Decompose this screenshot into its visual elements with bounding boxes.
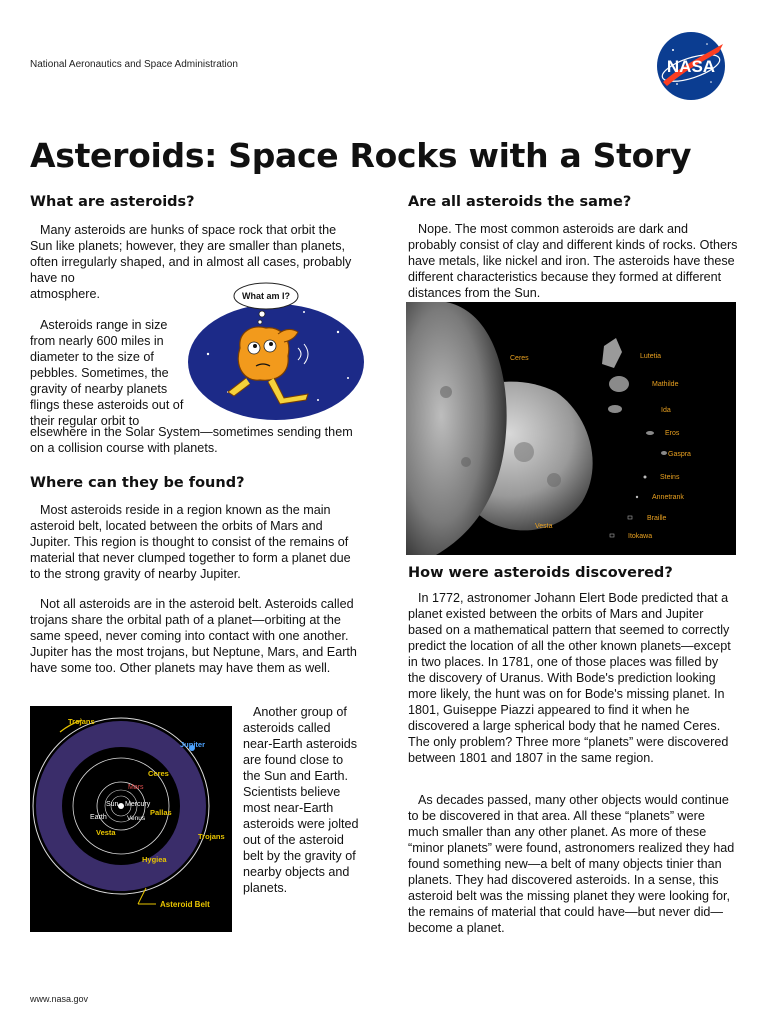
label-mercury: Mercury	[125, 801, 151, 808]
label-trojans-right: Trojans	[198, 832, 225, 841]
image-label-braille: Braille	[647, 515, 667, 522]
image-label-ceres: Ceres	[510, 355, 529, 362]
label-sun: Sun	[106, 801, 119, 808]
paragraph-where-1-text: Most asteroids reside in a region known as the main asteroid belt, located between the orbits of Mars and Jupiter. This region is thought to consist of the remains of material that never clumped together to form a planet due to the strong gravity of nearby Jupiter.	[30, 503, 351, 581]
heading-what-are-asteroids: What are asteroids?	[30, 194, 195, 210]
label-ceres: Ceres	[148, 769, 169, 778]
solar-system-orbit-diagram	[30, 706, 232, 932]
image-label-gaspra: Gaspra	[668, 451, 691, 458]
image-label-mathilde: Mathilde	[652, 381, 679, 388]
paragraph-what-1	[30, 222, 360, 286]
nasa-logo-text: NASA	[666, 57, 716, 76]
image-label-steins: Steins	[660, 474, 680, 481]
label-pallas: Pallas	[150, 808, 172, 817]
label-vesta: Vesta	[96, 828, 116, 837]
label-jupiter: Jupiter	[180, 740, 206, 749]
label-earth: Earth	[90, 814, 107, 821]
heading-all-same: Are all asteroids the same?	[408, 194, 632, 210]
footer-url[interactable]: www.nasa.gov	[30, 994, 89, 1004]
heading-where-found: Where can they be found?	[30, 475, 245, 491]
asteroid-comparison-image	[406, 302, 736, 555]
speech-bubble-text: What am I?	[241, 291, 291, 301]
nasa-logo	[655, 30, 727, 102]
paragraph-same	[408, 221, 738, 301]
label-asteroid-belt: Asteroid Belt	[160, 900, 210, 909]
paragraph-where-2	[30, 596, 360, 676]
cartoon-asteroid-illustration	[188, 282, 368, 422]
label-mars: Mars	[128, 784, 144, 791]
image-label-vesta: Vesta	[535, 523, 553, 530]
paragraph-what-1-text: Many asteroids are hunks of space rock that orbit the Sun like planets; however, they are smaller than planets, often irregularly shaped, and in almost all cases, probably have no	[30, 223, 352, 285]
paragraph-discovered-2-text: As decades passed, many other objects would continue to be discovered in that area. All these “planets” were much smaller than any other planet. As more of these “minor planets” were found, astronomers realized they had found something new—a belt of many objects tinier than planets. They had discovered asteroids. In a sense, this asteroid belt was the missing planet they were looking for, the remains of material that could have—but never did—become a planet.	[408, 793, 735, 935]
paragraph-discovered-1	[408, 590, 738, 766]
paragraph-where-1	[30, 502, 360, 582]
page-title: Asteroids: Space Rocks with a Story	[30, 136, 692, 175]
heading-how-discovered: How were asteroids discovered?	[408, 565, 673, 581]
paragraph-what-2-text: Asteroids range in size from nearly 600 miles in diameter to the size of pebbles. Sometimes, the gravity of nearby planets flings these asteroids out of their regular orbit to	[30, 318, 184, 428]
paragraph-where-3-text: Another group of asteroids called near-Earth asteroids are found close to the Sun and Earth. Scientists believe most near-Earth asteroids were jolted out of the asteroid belt by the gravity of nearby objects and planets.	[243, 705, 359, 895]
paragraph-what-2	[30, 317, 190, 429]
image-label-annetrank: Annetrank	[652, 494, 684, 501]
paragraph-what-1-end: atmosphere.	[30, 287, 101, 301]
paragraph-where-3	[243, 704, 361, 896]
paragraph-discovered-2	[408, 792, 738, 936]
label-venus: Venus	[127, 815, 146, 822]
label-hygiea: Hygiea	[142, 855, 167, 864]
image-label-eros: Eros	[665, 430, 680, 437]
image-label-lutetia: Lutetia	[640, 353, 662, 360]
agency-name: National Aeronautics and Space Administration	[30, 59, 238, 70]
image-label-itokawa: Itokawa	[628, 533, 653, 540]
paragraph-what-2-end: elsewhere in the Solar System—sometimes sending them on a collision course with planets.	[30, 425, 353, 455]
label-trojans-top: Trojans	[68, 717, 95, 726]
paragraph-same-text: Nope. The most common asteroids are dark and probably consist of clay and different kinds of rocks. Others have metals, like nickel and iron. The asteroids have these different characteristics because they formed at different distances from the Sun.	[408, 222, 738, 300]
paragraph-discovered-1-text: In 1772, astronomer Johann Elert Bode predicted that a planet existed between the orbits of Mars and Jupiter based on a mathematical pattern that seemed to correctly predict the location of all the other known planets—except in two places. In 1781, one of those places was filled by the discovery of Uranus. With Bode's prediction looking more likely, the hunt was on for Bode's missing planet. In 1801, Guiseppe Piazzi appeared to find it when he discovered a large spherical body that he named Ceres. The only problem? Three more “planets” were discovered between 1801 and 1807 in the same region.	[408, 591, 731, 765]
paragraph-where-2-text: Not all asteroids are in the asteroid belt. Asteroids called trojans share the orbital path of a planet—orbiting at the same speed, never coming into contact with one another. Jupiter has the most trojans, but Neptune, Mars, and Earth have some too. Other planets may have them as well.	[30, 597, 357, 675]
image-label-ida: Ida	[661, 407, 671, 414]
